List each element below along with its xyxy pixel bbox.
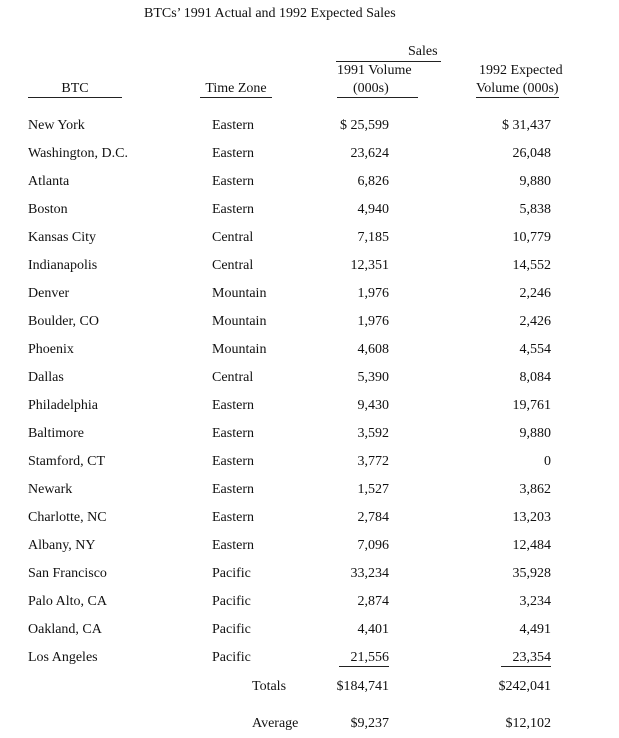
sales-1991-cell: 7,096: [357, 538, 389, 553]
totals-1991-value: $184,741: [336, 679, 389, 694]
sales-1991-cell: 1,976: [357, 286, 389, 301]
sales-1992-cell: 12,484: [512, 538, 551, 553]
sales-1992-cell: 23,354: [501, 650, 552, 667]
sales-1992-cell: 9,880: [519, 426, 551, 441]
btc-name-cell: Kansas City: [28, 230, 97, 245]
time-zone-cell: Pacific: [212, 622, 251, 637]
sales-1991-cell: 21,556: [339, 650, 390, 667]
btc-name-cell: Washington, D.C.: [28, 146, 128, 161]
btc-name-cell: San Francisco: [28, 566, 107, 581]
sales-1991-cell: $ 25,599: [340, 118, 389, 133]
v91-header-line2: (000s): [337, 81, 418, 98]
sales-1991-cell: 3,772: [357, 454, 389, 469]
sales-1991-cell: 33,234: [350, 566, 389, 581]
time-zone-cell: Eastern: [212, 174, 254, 189]
sales-1992-cell: 9,880: [519, 174, 551, 189]
time-zone-cell: Mountain: [212, 286, 267, 301]
sales-1992-cell: 19,761: [512, 398, 551, 413]
btc-name-cell: Atlanta: [28, 174, 70, 189]
average-1991-value: $9,237: [350, 716, 389, 731]
sales-1992-cell: 5,838: [519, 202, 551, 217]
btc-name-cell: Los Angeles: [28, 650, 98, 665]
sales-1992-cell: 8,084: [519, 370, 551, 385]
sales-1992-cell: $ 31,437: [502, 118, 551, 133]
btc-name-cell: Oakland, CA: [28, 622, 102, 637]
sales-1991-cell: 23,624: [350, 146, 389, 161]
sales-group-header: Sales: [408, 44, 438, 59]
btc-name-cell: Dallas: [28, 370, 64, 385]
sales-1991-cell: 1,527: [357, 482, 389, 497]
btc-name-cell: Baltimore: [28, 426, 84, 441]
time-zone-cell: Pacific: [212, 594, 251, 609]
time-zone-cell: Eastern: [212, 202, 254, 217]
sales-1991-cell: 12,351: [350, 258, 389, 273]
sales-1991-cell: 2,874: [357, 594, 389, 609]
sales-1991-cell: 1,976: [357, 314, 389, 329]
sales-1991-cell: 6,826: [357, 174, 389, 189]
page-title: BTCs’ 1991 Actual and 1992 Expected Sales: [144, 6, 396, 21]
btc-header: BTC: [28, 81, 122, 98]
time-zone-cell: Eastern: [212, 454, 254, 469]
sales-1992-cell: 14,552: [512, 258, 551, 273]
sales-1991-cell: 9,430: [357, 398, 389, 413]
time-zone-cell: Pacific: [212, 566, 251, 581]
time-zone-cell: Mountain: [212, 342, 267, 357]
btc-name-cell: Stamford, CT: [28, 454, 105, 469]
time-zone-cell: Central: [212, 370, 254, 385]
sales-1991-cell: 3,592: [357, 426, 389, 441]
sales-1992-cell: 4,554: [519, 342, 551, 357]
totals-label: Totals: [252, 679, 287, 694]
v91-header-line1: 1991 Volume: [337, 63, 412, 78]
time-zone-cell: Mountain: [212, 314, 267, 329]
sales-1992-cell: 35,928: [512, 566, 551, 581]
btc-name-cell: Palo Alto, CA: [28, 594, 107, 609]
time-zone-cell: Eastern: [212, 398, 254, 413]
btc-name-cell: New York: [28, 118, 85, 133]
time-zone-cell: Pacific: [212, 650, 251, 665]
sales-1992-cell: 13,203: [512, 510, 551, 525]
btc-name-cell: Phoenix: [28, 342, 74, 357]
sales-1991-cell: 5,390: [357, 370, 389, 385]
time-zone-cell: Eastern: [212, 482, 254, 497]
time-zone-cell: Eastern: [212, 426, 254, 441]
sales-1992-cell: 26,048: [512, 146, 551, 161]
btc-name-cell: Newark: [28, 482, 73, 497]
sales-1992-cell: 10,779: [512, 230, 551, 245]
totals-1992-value: $242,041: [498, 679, 551, 694]
btc-name-cell: Charlotte, NC: [28, 510, 107, 525]
sales-group-rule: [336, 61, 441, 62]
time-zone-cell: Eastern: [212, 146, 254, 161]
sales-1992-cell: 2,426: [519, 314, 551, 329]
average-1992-value: $12,102: [505, 716, 551, 731]
sales-1991-cell: 7,185: [357, 230, 389, 245]
sales-1992-cell: 0: [544, 454, 551, 469]
v92-header-line1: 1992 Expected: [479, 63, 563, 78]
btc-name-cell: Boulder, CO: [28, 314, 99, 329]
sales-1991-cell: 2,784: [357, 510, 389, 525]
sales-1992-cell: 2,246: [519, 286, 551, 301]
time-zone-cell: Eastern: [212, 510, 254, 525]
time-zone-cell: Central: [212, 230, 254, 245]
time-zone-cell: Eastern: [212, 118, 254, 133]
sales-1992-cell: 4,491: [519, 622, 551, 637]
time-zone-cell: Eastern: [212, 538, 254, 553]
average-label: Average: [252, 716, 299, 731]
sales-1992-cell: 3,862: [519, 482, 551, 497]
time-zone-cell: Central: [212, 258, 254, 273]
btc-name-cell: Denver: [28, 286, 70, 301]
sales-1991-cell: 4,940: [357, 202, 389, 217]
btc-name-cell: Boston: [28, 202, 68, 217]
zone-header: Time Zone: [200, 81, 272, 98]
btc-name-cell: Albany, NY: [28, 538, 96, 553]
sales-1991-cell: 4,608: [357, 342, 389, 357]
v92-header-line2: Volume (000s): [476, 81, 559, 96]
sales-1991-cell: 4,401: [357, 622, 389, 637]
sales-1992-cell: 3,234: [519, 594, 551, 609]
btc-name-cell: Philadelphia: [28, 398, 98, 413]
btc-name-cell: Indianapolis: [28, 258, 98, 273]
